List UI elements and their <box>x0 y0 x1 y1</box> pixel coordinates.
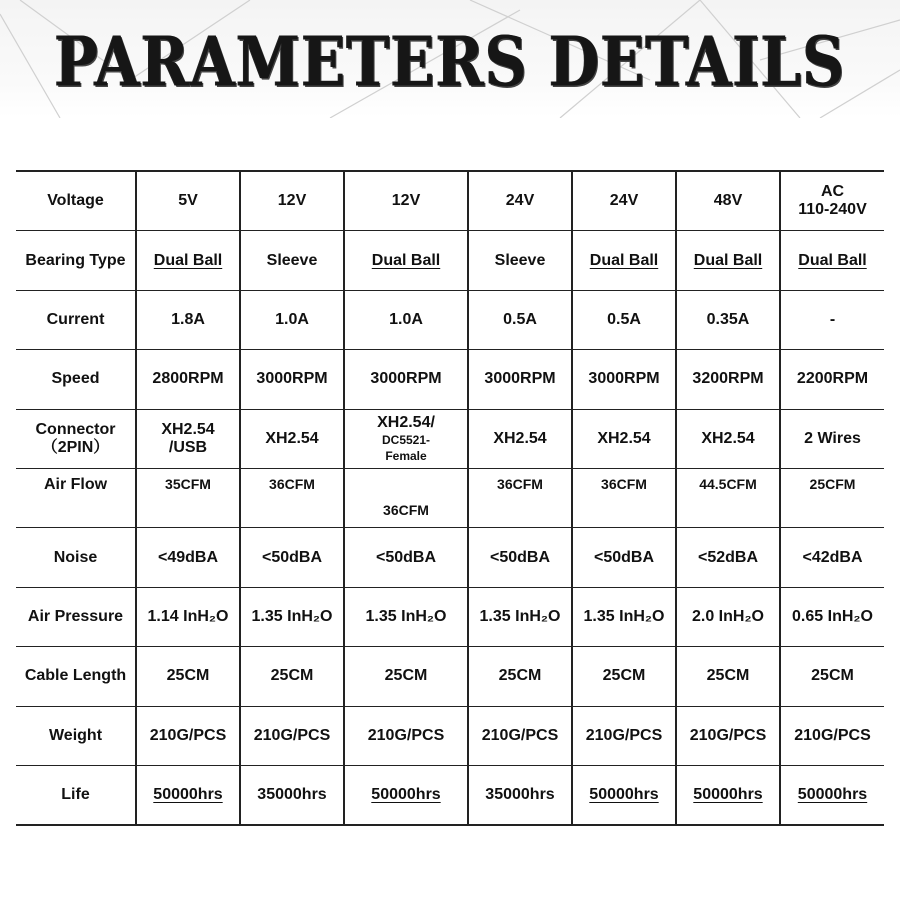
cell <box>780 468 884 527</box>
cell: XH2.54 <box>240 409 344 468</box>
cell: 210G/PCS <box>780 706 884 765</box>
cell: 1.35 InH₂O <box>468 587 572 646</box>
cell: 50000hrs <box>136 765 240 825</box>
cell: 210G/PCS <box>240 706 344 765</box>
cell: 25CM <box>676 647 780 706</box>
cell: 3000RPM <box>240 350 344 409</box>
cell <box>468 468 572 527</box>
cell-text: 25CFM <box>809 476 856 493</box>
cell-text: 36CFM <box>601 476 647 493</box>
cell: 0.65 InH₂O <box>780 587 884 646</box>
cell: 2.0 InH₂O <box>676 587 780 646</box>
parameters-table <box>16 170 884 826</box>
cell <box>136 468 240 527</box>
cell: 25CM <box>344 647 468 706</box>
cell: 35000hrs <box>240 765 344 825</box>
cell: 210G/PCS <box>344 706 468 765</box>
cell: 25CM <box>240 647 344 706</box>
cell: 2800RPM <box>136 350 240 409</box>
cell: 210G/PCS <box>468 706 572 765</box>
row-bearing-type <box>16 231 884 290</box>
title-banner <box>0 0 900 118</box>
row-air-flow <box>16 468 884 527</box>
cell: <49dBA <box>136 528 240 587</box>
connector-sub: DC5521- <box>381 432 431 447</box>
cell: 3000RPM <box>468 350 572 409</box>
cell: 1.0A <box>240 290 344 349</box>
row-label: Connector （2PIN） <box>16 409 136 468</box>
cell: 1.35 InH₂O <box>240 587 344 646</box>
cell: <50dBA <box>468 528 572 587</box>
cell: Dual Ball <box>344 231 468 290</box>
row-label: Voltage <box>16 171 136 231</box>
row-label: Weight <box>16 706 136 765</box>
cell: AC 110-240V <box>780 171 884 231</box>
cell: 1.35 InH₂O <box>344 587 468 646</box>
cell: Dual Ball <box>572 231 676 290</box>
cell: 3000RPM <box>344 350 468 409</box>
cell: 5V <box>136 171 240 231</box>
row-connector <box>16 409 884 468</box>
cell <box>676 468 780 527</box>
cell: 3000RPM <box>572 350 676 409</box>
row-voltage <box>16 171 884 231</box>
row-air-pressure <box>16 587 884 646</box>
cell: Sleeve <box>468 231 572 290</box>
cell: 1.0A <box>344 290 468 349</box>
cell: XH2.54 /USB <box>136 409 240 468</box>
cell: 2 Wires <box>780 409 884 468</box>
cell: <42dBA <box>780 528 884 587</box>
cell-text: 36CFM <box>269 476 315 493</box>
page-title: PARAMETERS DETAILS <box>54 22 846 103</box>
cell: <50dBA <box>240 528 344 587</box>
cell: 210G/PCS <box>572 706 676 765</box>
cell: 35000hrs <box>468 765 572 825</box>
cell: <50dBA <box>344 528 468 587</box>
cell: 2200RPM <box>780 350 884 409</box>
cell: Dual Ball <box>136 231 240 290</box>
row-noise <box>16 528 884 587</box>
cell: 0.5A <box>572 290 676 349</box>
row-label: Current <box>16 290 136 349</box>
row-label: Life <box>16 765 136 825</box>
cell: 1.35 InH₂O <box>572 587 676 646</box>
cell-text: 44.5CFM <box>699 476 757 493</box>
cell: XH2.54 <box>572 409 676 468</box>
cell: 1.8A <box>136 290 240 349</box>
cell-text: 36CFM <box>497 476 543 493</box>
connector-main: XH2.54/ <box>377 413 435 431</box>
cell: 48V <box>676 171 780 231</box>
cell: 12V <box>240 171 344 231</box>
row-life <box>16 765 884 825</box>
cell: 50000hrs <box>676 765 780 825</box>
cell: XH2.54 <box>468 409 572 468</box>
row-label: Cable Length <box>16 647 136 706</box>
row-label: Speed <box>16 350 136 409</box>
row-label: Noise <box>16 528 136 587</box>
cell-text: 35CFM <box>165 476 211 493</box>
row-weight <box>16 706 884 765</box>
cell: 24V <box>468 171 572 231</box>
cell-text: 36CFM <box>383 502 429 519</box>
cell <box>344 468 468 527</box>
cell <box>344 409 468 468</box>
cell: <50dBA <box>572 528 676 587</box>
row-label-text: Air Flow <box>43 476 108 494</box>
cell: 210G/PCS <box>676 706 780 765</box>
cell <box>240 468 344 527</box>
cell: 12V <box>344 171 468 231</box>
cell: 3200RPM <box>676 350 780 409</box>
cell: 210G/PCS <box>136 706 240 765</box>
cell: 25CM <box>468 647 572 706</box>
cell: 25CM <box>780 647 884 706</box>
cell: 50000hrs <box>572 765 676 825</box>
row-speed <box>16 350 884 409</box>
cell: 50000hrs <box>780 765 884 825</box>
cell: 50000hrs <box>344 765 468 825</box>
cell: Dual Ball <box>676 231 780 290</box>
cell: 25CM <box>136 647 240 706</box>
connector-sub: Female <box>385 448 427 463</box>
cell <box>572 468 676 527</box>
row-cable-length <box>16 647 884 706</box>
row-label: Air Pressure <box>16 587 136 646</box>
row-label <box>16 468 136 527</box>
cell: <52dBA <box>676 528 780 587</box>
cell: XH2.54 <box>676 409 780 468</box>
row-current <box>16 290 884 349</box>
row-label: Bearing Type <box>16 231 136 290</box>
cell: Dual Ball <box>780 231 884 290</box>
cell: 25CM <box>572 647 676 706</box>
cell: 1.14 InH₂O <box>136 587 240 646</box>
cell: 0.35A <box>676 290 780 349</box>
cell: - <box>780 290 884 349</box>
cell: 0.5A <box>468 290 572 349</box>
cell: 24V <box>572 171 676 231</box>
cell: Sleeve <box>240 231 344 290</box>
